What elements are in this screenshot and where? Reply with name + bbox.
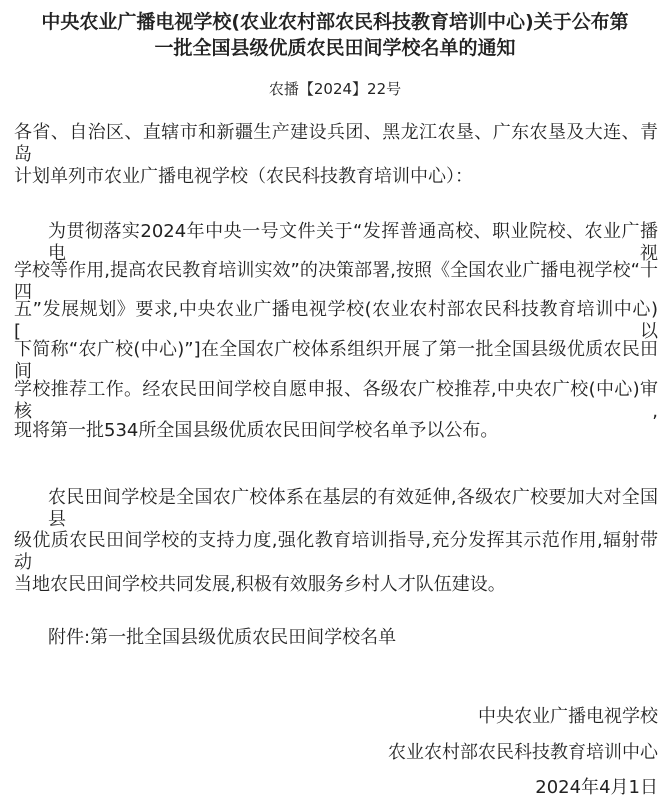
signature-date: 2024年4月1日 <box>535 777 658 798</box>
title-line-1: 中央农业广播电视学校(农业农村部农民科技教育培训中心)关于公布第 <box>41 11 629 33</box>
paragraph-line: 农民田间学校是全国农广校体系在基层的有效延伸,各级农广校要加大对全国县 <box>48 487 658 530</box>
salutation-line: 各省、自治区、直辖市和新疆生产建设兵团、黑龙江农垦、广东农垦及大连、青岛 <box>14 122 658 165</box>
paragraph-line: 现将第一批534所全国县级优质农民田间学校名单予以公布。 <box>14 420 499 441</box>
signature-org-1: 中央农业广播电视学校 <box>478 706 658 727</box>
paragraph-line: 为贯彻落实2024年中央一号文件关于“发挥普通高校、职业院校、农业广播电视 <box>48 221 658 264</box>
salutation-line: 计划单列市农业广播电视学校（农民科技教育培训中心）： <box>14 166 473 187</box>
paragraph-line: 级优质农民田间学校的支持力度,强化教育培训指导,充分发挥其示范作用,辐射带动 <box>14 530 658 573</box>
title-line-2: 一批全国县级优质农民田间学校名单的通知 <box>154 37 516 59</box>
attachment-note: 附件:第一批全国县级优质农民田间学校名单 <box>48 627 397 648</box>
paragraph-line: 当地农民田间学校共同发展,积极有效服务乡村人才队伍建设。 <box>14 574 506 595</box>
paragraph-line: 学校推荐工作。经农民田间学校自愿申报、各级农广校推荐,中央农广校(中心)审核, <box>14 379 658 422</box>
document-number: 农播【2024】22号 <box>268 80 402 98</box>
paragraph-line: 五”发展规划》要求,中央农业广播电视学校(农业农村部农民科技教育培训中心)[以 <box>14 299 658 342</box>
paragraph-line: 下简称“农广校(中心)”]在全国农广校体系组织开展了第一批全国县级优质农民田间 <box>14 339 658 382</box>
signature-org-2: 农业农村部农民科技教育培训中心 <box>388 742 658 763</box>
paragraph-line: 学校等作用,提高农民教育培训实效”的决策部署,按照《全国农业广播电视学校“十四 <box>14 260 658 303</box>
